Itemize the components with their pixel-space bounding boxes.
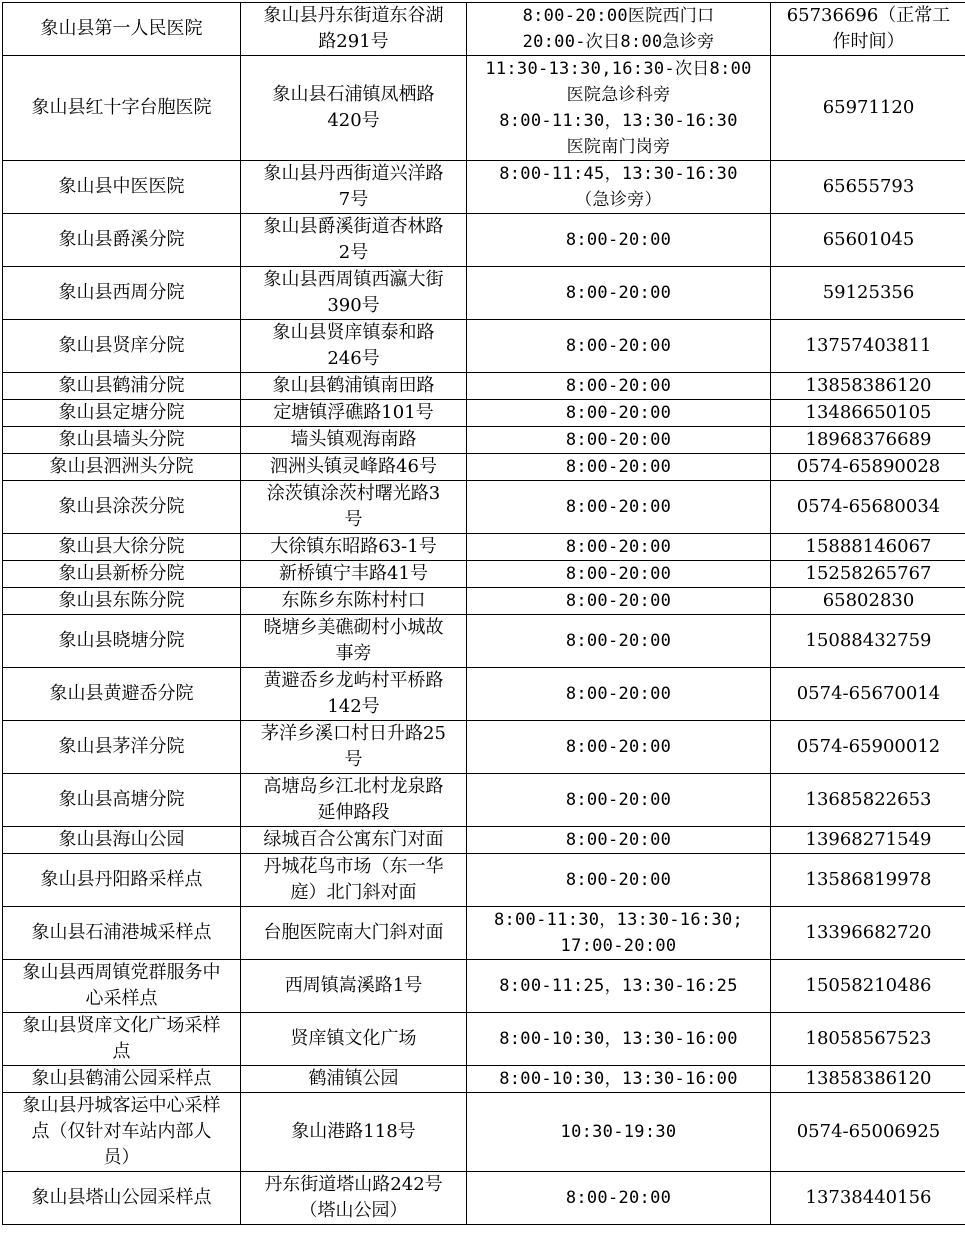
site-hours-cell: 8:00-20:00 (467, 854, 771, 907)
site-hours-cell: 8:00-20:00 (467, 588, 771, 615)
table-body (3, 3, 965, 1225)
site-address-cell: 台胞医院南大门斜对面 (241, 907, 467, 960)
site-name-cell: 象山县中医医院 (3, 161, 241, 214)
site-phone-cell: 65971120 (771, 56, 965, 161)
site-phone-cell: 65601045 (771, 214, 965, 267)
table-row (3, 960, 965, 1013)
site-name-cell: 象山县墙头分院 (3, 427, 241, 454)
site-name-cell: 象山县石浦港城采样点 (3, 907, 241, 960)
site-address-cell: 晓塘乡美礁砌村小城故 事旁 (241, 615, 467, 668)
testing-sites-table (2, 2, 965, 1225)
site-address-cell: 象山县爵溪街道杏林路 2号 (241, 214, 467, 267)
site-name-cell: 象山县泗洲头分院 (3, 454, 241, 481)
table-row (3, 56, 965, 161)
site-hours-cell: 8:00-11:45，13:30-16:30 （急诊旁） (467, 161, 771, 214)
site-hours-cell: 8:00-11:25，13:30-16:25 (467, 960, 771, 1013)
site-name-cell: 象山县贤庠文化广场采样 点 (3, 1013, 241, 1066)
site-hours-cell: 8:00-20:00 (467, 615, 771, 668)
site-address-cell: 象山县石浦镇凤栖路 420号 (241, 56, 467, 161)
site-phone-cell: 65736696（正常工 作时间） (771, 3, 965, 56)
site-phone-cell: 0574-65890028 (771, 454, 965, 481)
site-address-cell: 绿城百合公寓东门对面 (241, 827, 467, 854)
site-address-cell: 大徐镇东昭路63-1号 (241, 534, 467, 561)
table-row (3, 454, 965, 481)
site-hours-cell: 8:00-20:00 (467, 668, 771, 721)
site-address-cell: 泗洲头镇灵峰路46号 (241, 454, 467, 481)
site-name-cell: 象山县茅洋分院 (3, 721, 241, 774)
site-phone-cell: 13858386120 (771, 1066, 965, 1093)
site-hours-cell: 8:00-20:00 (467, 1172, 771, 1225)
site-name-cell: 象山县晓塘分院 (3, 615, 241, 668)
site-phone-cell: 13858386120 (771, 373, 965, 400)
table-row (3, 427, 965, 454)
site-phone-cell: 0574-65900012 (771, 721, 965, 774)
site-phone-cell: 18968376689 (771, 427, 965, 454)
site-hours-cell: 8:00-20:00医院西门口 20:00-次日8:00急诊旁 (467, 3, 771, 56)
site-phone-cell: 13968271549 (771, 827, 965, 854)
site-hours-cell: 8:00-20:00 (467, 454, 771, 481)
site-address-cell: 丹城花鸟市场（东一华 庭）北门斜对面 (241, 854, 467, 907)
table-row (3, 373, 965, 400)
site-name-cell: 象山县西周镇党群服务中 心采样点 (3, 960, 241, 1013)
site-hours-cell: 8:00-20:00 (467, 721, 771, 774)
site-hours-cell: 11:30-13:30,16:30-次日8:00 医院急诊科旁 8:00-11:30，13:30-16:30 医院南门岗旁 (467, 56, 771, 161)
site-name-cell: 象山县贤庠分院 (3, 320, 241, 373)
site-hours-cell: 8:00-20:00 (467, 214, 771, 267)
site-address-cell: 新桥镇宁丰路41号 (241, 561, 467, 588)
table-row (3, 267, 965, 320)
site-name-cell: 象山县大徐分院 (3, 534, 241, 561)
table-row (3, 481, 965, 534)
table-row (3, 721, 965, 774)
site-phone-cell: 13586819978 (771, 854, 965, 907)
site-address-cell: 象山县贤庠镇泰和路 246号 (241, 320, 467, 373)
table-row (3, 1013, 965, 1066)
site-hours-cell: 8:00-11:30，13:30-16:30; 17:00-20:00 (467, 907, 771, 960)
table-row (3, 214, 965, 267)
table-row (3, 320, 965, 373)
site-address-cell: 涂茨镇涂茨村曙光路3 号 (241, 481, 467, 534)
table-row (3, 907, 965, 960)
site-name-cell: 象山县西周分院 (3, 267, 241, 320)
site-address-cell: 象山县西周镇西瀛大街 390号 (241, 267, 467, 320)
site-hours-cell: 8:00-20:00 (467, 427, 771, 454)
site-address-cell: 墙头镇观海南路 (241, 427, 467, 454)
site-hours-cell: 8:00-20:00 (467, 400, 771, 427)
table-row (3, 400, 965, 427)
table-row (3, 561, 965, 588)
site-address-cell: 象山县丹东街道东谷湖 路291号 (241, 3, 467, 56)
table-row (3, 1172, 965, 1225)
site-name-cell: 象山县爵溪分院 (3, 214, 241, 267)
table-row (3, 854, 965, 907)
site-phone-cell: 13396682720 (771, 907, 965, 960)
site-name-cell: 象山县塔山公园采样点 (3, 1172, 241, 1225)
site-hours-cell: 10:30-19:30 (467, 1093, 771, 1172)
site-phone-cell: 13486650105 (771, 400, 965, 427)
site-address-cell: 高塘岛乡江北村龙泉路 延伸路段 (241, 774, 467, 827)
table-row (3, 774, 965, 827)
site-phone-cell: 59125356 (771, 267, 965, 320)
site-address-cell: 茅洋乡溪口村日升路25 号 (241, 721, 467, 774)
table-row (3, 1093, 965, 1172)
site-phone-cell: 15258265767 (771, 561, 965, 588)
site-phone-cell: 15088432759 (771, 615, 965, 668)
table-row (3, 668, 965, 721)
site-name-cell: 象山县涂茨分院 (3, 481, 241, 534)
site-name-cell: 象山县海山公园 (3, 827, 241, 854)
site-address-cell: 丹东街道塔山路242号 （塔山公园） (241, 1172, 467, 1225)
site-phone-cell: 65802830 (771, 588, 965, 615)
table-row (3, 588, 965, 615)
site-hours-cell: 8:00-20:00 (467, 534, 771, 561)
site-phone-cell: 0574-65680034 (771, 481, 965, 534)
table-row (3, 534, 965, 561)
site-address-cell: 象山县丹西街道兴洋路 7号 (241, 161, 467, 214)
site-name-cell: 象山县丹城客运中心采样 点（仅针对车站内部人 员） (3, 1093, 241, 1172)
site-name-cell: 象山县定塘分院 (3, 400, 241, 427)
site-phone-cell: 13738440156 (771, 1172, 965, 1225)
site-address-cell: 东陈乡东陈村村口 (241, 588, 467, 615)
site-phone-cell: 13685822653 (771, 774, 965, 827)
site-phone-cell: 0574-65670014 (771, 668, 965, 721)
site-address-cell: 象山县鹤浦镇南田路 (241, 373, 467, 400)
site-name-cell: 象山县高塘分院 (3, 774, 241, 827)
site-phone-cell: 65655793 (771, 161, 965, 214)
site-hours-cell: 8:00-20:00 (467, 373, 771, 400)
site-hours-cell: 8:00-20:00 (467, 827, 771, 854)
site-name-cell: 象山县丹阳路采样点 (3, 854, 241, 907)
site-name-cell: 象山县鹤浦公园采样点 (3, 1066, 241, 1093)
site-phone-cell: 13757403811 (771, 320, 965, 373)
site-hours-cell: 8:00-10:30，13:30-16:00 (467, 1066, 771, 1093)
site-name-cell: 象山县红十字台胞医院 (3, 56, 241, 161)
site-phone-cell: 15058210486 (771, 960, 965, 1013)
site-phone-cell: 0574-65006925 (771, 1093, 965, 1172)
site-hours-cell: 8:00-20:00 (467, 774, 771, 827)
site-address-cell: 鹤浦镇公园 (241, 1066, 467, 1093)
site-address-cell: 西周镇嵩溪路1号 (241, 960, 467, 1013)
site-phone-cell: 18058567523 (771, 1013, 965, 1066)
site-address-cell: 黄避岙乡龙屿村平桥路 142号 (241, 668, 467, 721)
table-row (3, 615, 965, 668)
site-hours-cell: 8:00-20:00 (467, 481, 771, 534)
site-address-cell: 象山港路118号 (241, 1093, 467, 1172)
site-address-cell: 定塘镇浮礁路101号 (241, 400, 467, 427)
table-row (3, 3, 965, 56)
site-address-cell: 贤庠镇文化广场 (241, 1013, 467, 1066)
site-phone-cell: 15888146067 (771, 534, 965, 561)
site-hours-cell: 8:00-20:00 (467, 267, 771, 320)
site-name-cell: 象山县第一人民医院 (3, 3, 241, 56)
site-name-cell: 象山县新桥分院 (3, 561, 241, 588)
table-row (3, 827, 965, 854)
site-name-cell: 象山县黄避岙分院 (3, 668, 241, 721)
site-hours-cell: 8:00-20:00 (467, 320, 771, 373)
site-hours-cell: 8:00-20:00 (467, 561, 771, 588)
site-name-cell: 象山县东陈分院 (3, 588, 241, 615)
site-hours-cell: 8:00-10:30，13:30-16:00 (467, 1013, 771, 1066)
table-row (3, 1066, 965, 1093)
site-name-cell: 象山县鹤浦分院 (3, 373, 241, 400)
table-row (3, 161, 965, 214)
